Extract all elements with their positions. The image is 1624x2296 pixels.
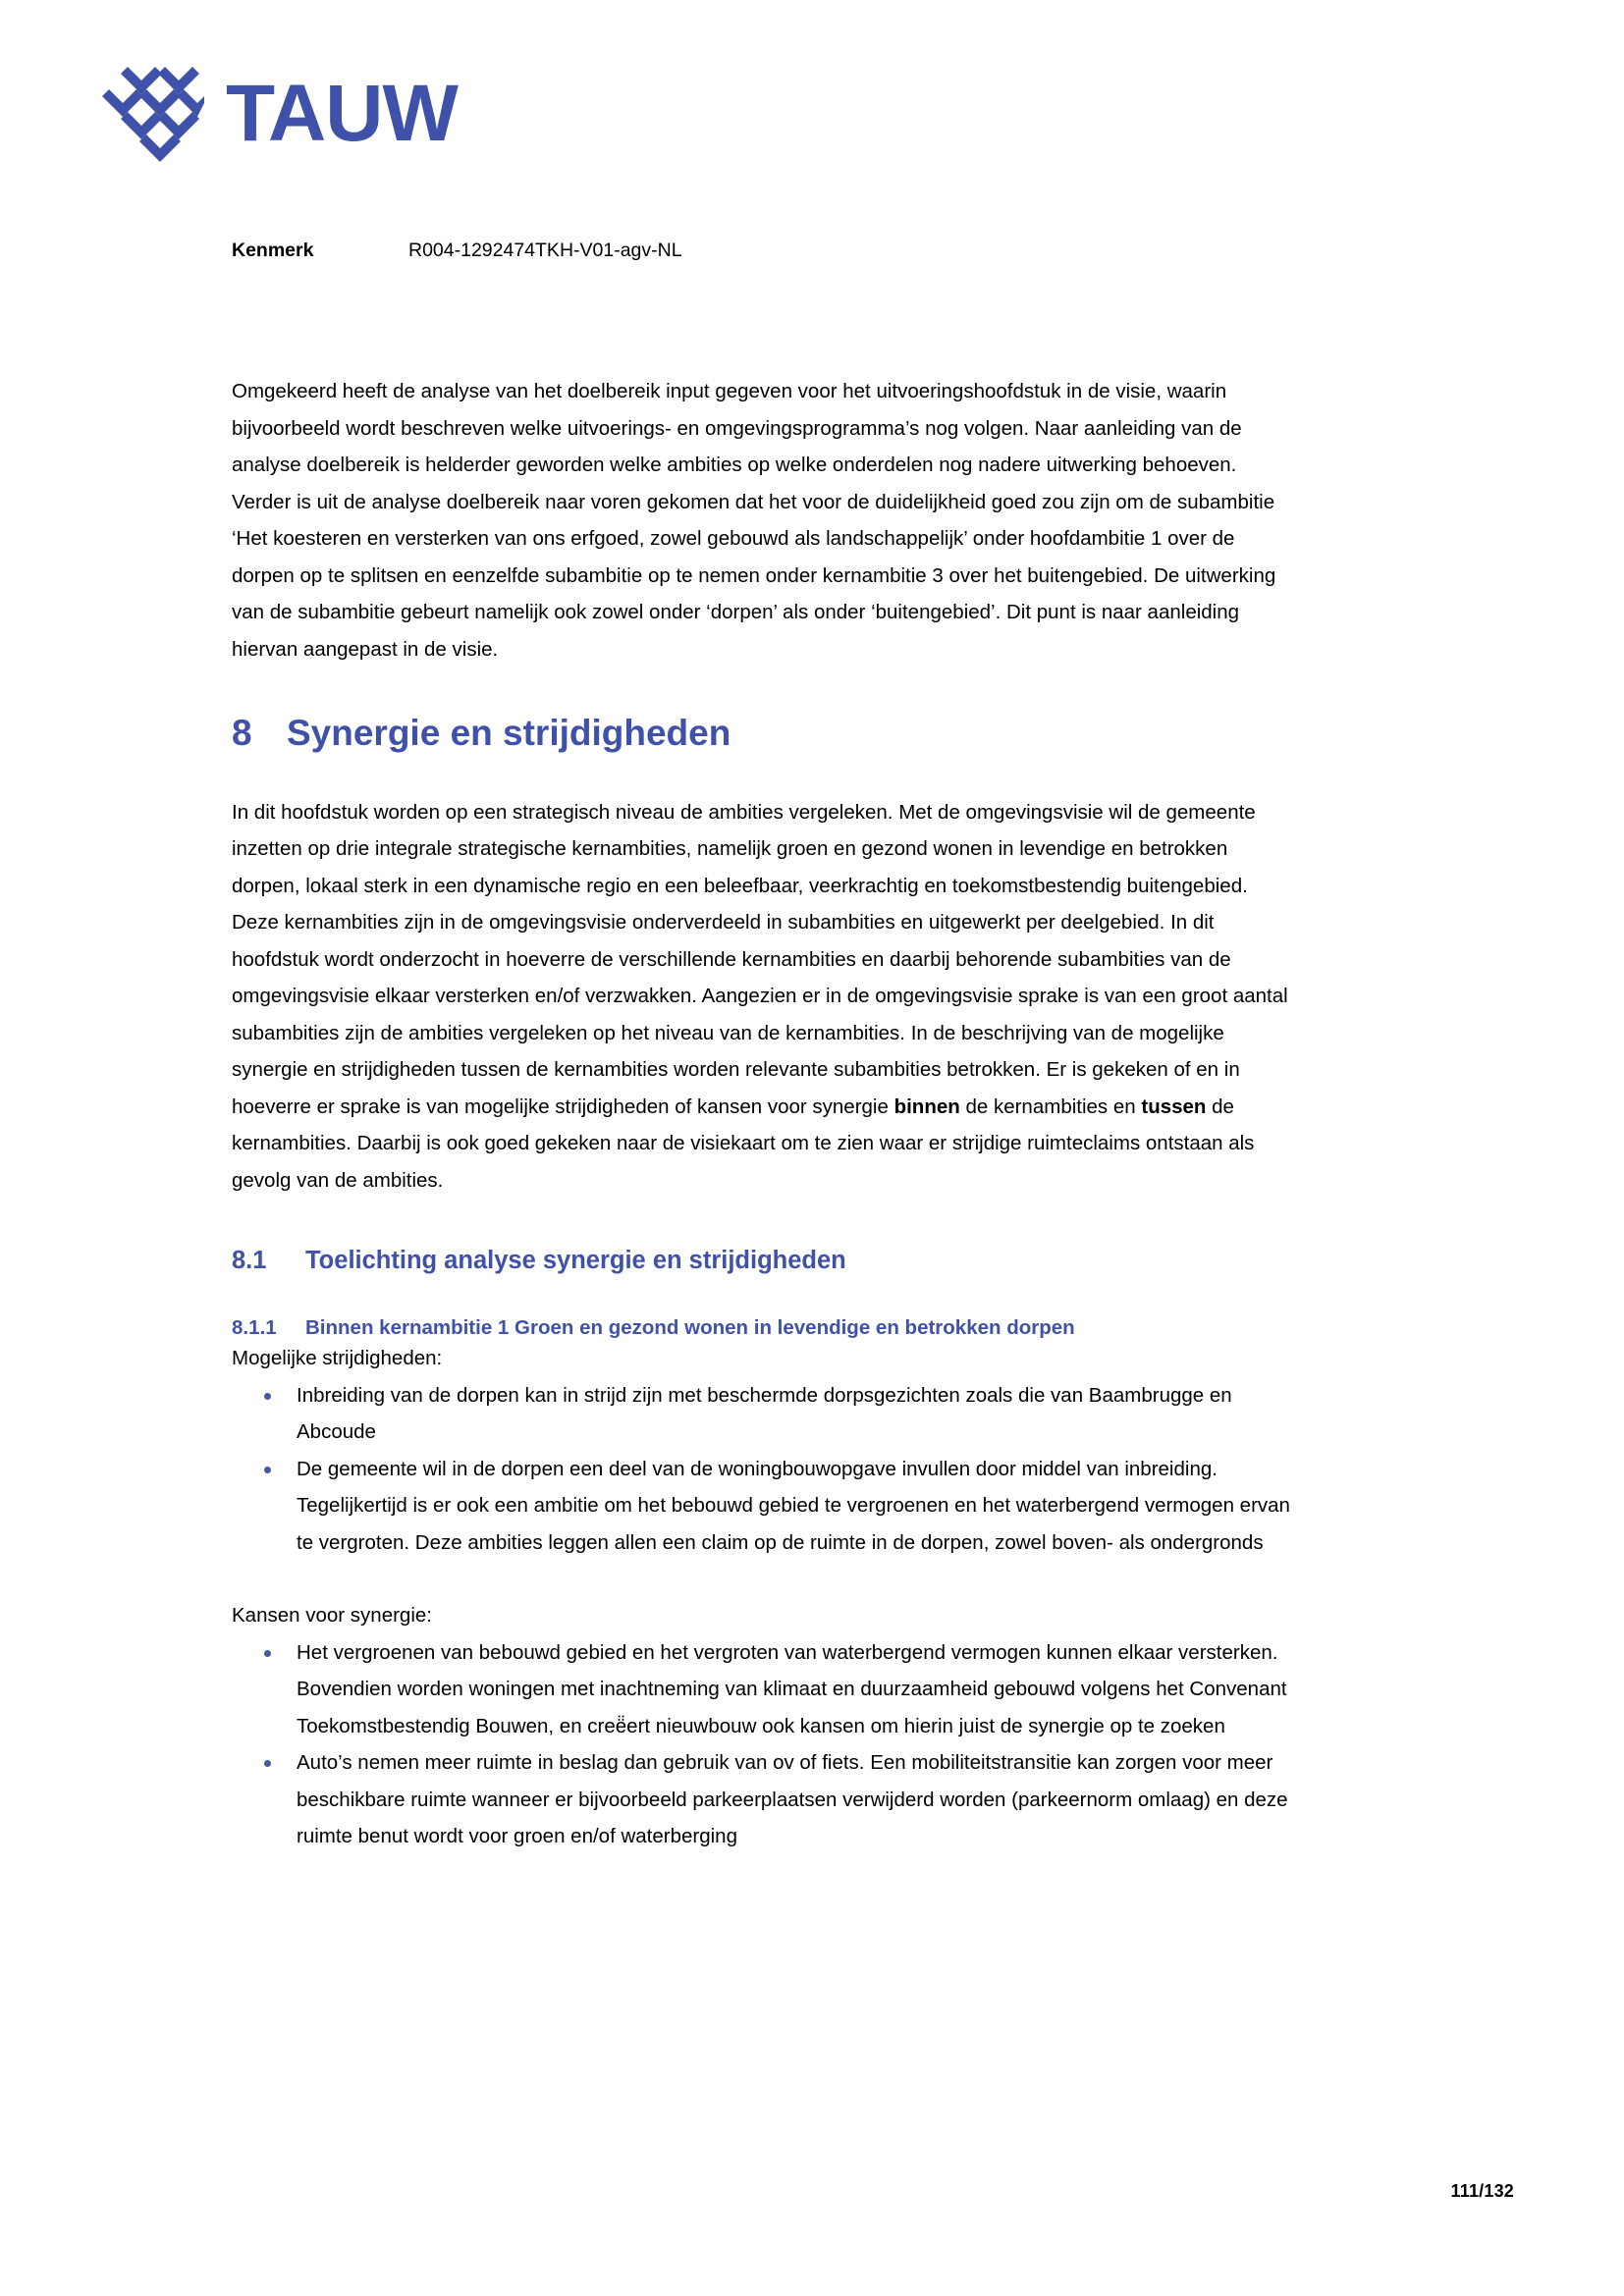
list-item: Auto’s nemen meer ruimte in beslag dan gebruik van ov of fiets. Een mobiliteitstransitie kan zorgen voor meer beschikbare ruimte wanneer er bijvoorbeeld parkeerplaatsen verwijderd worden (parkeernorm omlaag) en deze ruimte benut wordt voor groen en/of waterberging: [232, 1744, 1292, 1855]
section-heading: [232, 1246, 1292, 1276]
chapter-paragraph-part1: In dit hoofdstuk worden op een strategisch niveau de ambities vergeleken. Met de omgevingsvisie wil de gemeente inzetten op drie integrale strategische kernambities, namelijk groen en gezond wonen in levendige en betrokken dorpen, lokaal sterk in een dynamische regio en een beleefbaar, veerkrachtig en toekomstbestendig buitengebied. Deze kernambities zijn in de omgevingsvisie onderverdeeld in subambities en uitgewerkt per deelgebied. In dit hoofdstuk wordt onderzocht in hoeverre de verschillende kernambities en daarbij behorende subambities van de omgevingsvisie elkaar versterken en/of verzwakken. Aangezien er in de omgevingsvisie sprake is van een groot aantal subambities zijn de ambities vergeleken op het niveau van de kernambities. In de beschrijving van de mogelijke synergie en strijdigheden tussen de kernambities worden relevante subambities betrokken. Er is gekeken of en in hoeverre er sprake is van mogelijke strijdigheden of kansen voor synergie: [232, 800, 1288, 1118]
list-item: Het vergroenen van bebouwd gebied en het vergroten van waterbergend vermogen kunnen elkaar versterken. Bovendien worden woningen met inachtneming van klimaat en duurzaamheid gebouwd volgens het Convenant Toekomstbestendig Bouwen, en creë̈ert nieuwbouw ook kansen om hierin juist de synergie op te zoeken: [232, 1634, 1292, 1745]
section-number: 8.1: [232, 1247, 267, 1275]
tauw-logo: [102, 61, 458, 163]
subsection-title: Binnen kernambitie 1 Groen en gezond wonen in levendige en betrokken dorpen: [305, 1315, 1075, 1339]
conflicts-list: [232, 1377, 1292, 1562]
list-item: De gemeente wil in de dorpen een deel van de woningbouwopgave invullen door middel van inbreiding. Tegelijkertijd is er ook een ambitie om het bebouwd gebied te vergroenen en het waterbergend vermogen ervan te vergroten. Deze ambities leggen allen een claim op de ruimte in de dorpen, zowel boven- als ondergronds: [232, 1451, 1292, 1562]
chapter-paragraph-bold-binnen: binnen: [893, 1095, 960, 1118]
opportunities-lead: Kansen voor synergie:: [232, 1604, 432, 1628]
chapter-paragraph-bold-tussen: tussen: [1141, 1095, 1207, 1118]
intro-paragraph: Omgekeerd heeft de analyse van het doelbereik input gegeven voor het uitvoeringshoofdstuk in de visie, waarin bijvoorbeeld wordt beschreven welke uitvoerings- en omgevingsprogramma’s nog volgen. Naar aanleiding van de analyse doelbereik is helderder geworden welke ambities op welke onderdelen nog nadere uitwerking behoeven. Verder is uit de analyse doelbereik naar voren gekomen dat het voor de duidelijkheid goed zou zijn om de subambitie ‘Het koesteren en versterken van ons erfgoed, zowel gebouwd als landschappelijk’ onder hoofdambitie 1 over de dorpen op te splitsen en eenzelfde subambitie op te nemen onder kernambitie 3 over het buitengebied. De uitwerking van de subambitie gebeurt namelijk ook zowel onder ‘dorpen’ als onder ‘buitengebied’. Dit punt is naar aanleiding hiervan aangepast in de visie.: [232, 380, 1276, 661]
list-item: Inbreiding van de dorpen kan in strijd zijn met beschermde dorpsgezichten zoals die van Baambrugge en Abcoude: [232, 1377, 1292, 1451]
chapter-paragraph-part3: de kernambities. Daarbij is ook goed gekeken naar de visiekaart om te zien waar er strijdige ruimteclaims ontstaan als gevolg van de ambities.: [232, 1095, 1255, 1192]
chapter-heading: [232, 713, 1292, 755]
opportunities-list: [232, 1634, 1292, 1855]
conflicts-lead: Mogelijke strijdigheden:: [232, 1347, 443, 1370]
page-number: 111/132: [1450, 2181, 1514, 2201]
subsection-number: 8.1.1: [232, 1315, 277, 1339]
chapter-paragraph-part2: de kernambities en: [959, 1095, 1142, 1118]
kenmerk-label: Kenmerk: [232, 240, 314, 261]
kenmerk-row: [232, 240, 682, 262]
tauw-chevron-lattice-icon: [102, 61, 204, 163]
subsection-heading: [232, 1315, 1292, 1341]
chapter-title: Synergie en strijdigheden: [287, 713, 731, 753]
chapter-number: 8: [232, 713, 252, 753]
tauw-wordmark: TAUW: [226, 69, 458, 158]
kenmerk-value: R004-1292474TKH-V01-agv-NL: [408, 240, 682, 261]
document-content: [232, 373, 1292, 1855]
section-title: Toelichting analyse synergie en strijdigheden: [305, 1247, 846, 1275]
chapter-paragraph: [232, 794, 1292, 1200]
